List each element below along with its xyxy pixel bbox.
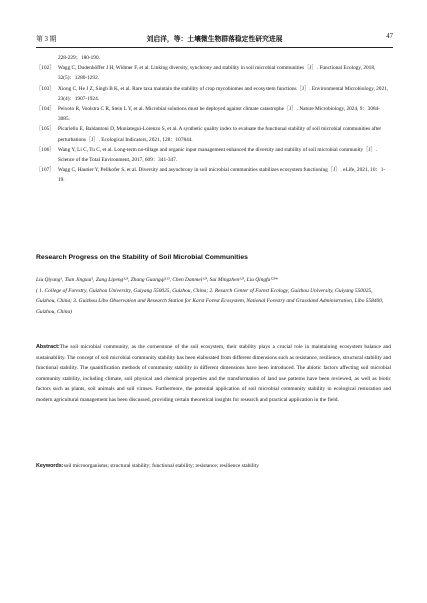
keywords-text: soil microorganisms; structural stability; functional stability; resistance; resilience stability bbox=[63, 463, 259, 469]
reference-number: ［102］ bbox=[36, 65, 55, 72]
reference-text: Peixoto R, Voolstra C R, Stein L Y, et al. Microbial solutions must be deployed against climate catastrophe［J］. Nature Microbiology, 2024, 9：3084-3085. bbox=[58, 106, 381, 123]
reference-number: ［106］ bbox=[36, 146, 55, 153]
header-rule bbox=[36, 47, 393, 48]
reference-number: ［105］ bbox=[36, 126, 55, 133]
reference-number: ［103］ bbox=[36, 85, 55, 92]
affiliations: ( 1. College of Forestry, Guizhou University, Guiyang 550025, Guizhou, China; 2. Resarch Center of Forest Ecology, Guizhou University, Guiyang 550025, Guizhou, China; 3. Guizhou Libo Observation and Research Station for Karst Forest Ecosystem, National Forestry and Grassland Administration, Libo 558400, Guizhou, China) bbox=[36, 287, 384, 315]
author-list: Liu Qiyang¹, Tian Jingxui¹, Zang Lipeng¹²³, Zhang Guangqi¹²³, Chen Danmei¹²³, Sui Mingzhen¹²³, Liu Qingfu¹²³* bbox=[36, 277, 278, 283]
keywords-label: Keywords: bbox=[36, 463, 64, 469]
reference-text: Wagg C, Hautier Y, Pellkofer S, et al. Diversity and asynchrony in soil microbial communities stabilizes ecosystem functioning［J］. eLife, 2021, 10：1-19. bbox=[58, 167, 386, 184]
reference-number: ［104］ bbox=[36, 106, 55, 113]
abstract bbox=[36, 342, 391, 405]
reference-text: Wang Y, Li C, Tu C, et al. Long-term no-tillage and organic input management enhanced the diversity and stability of soil microbial community［J］. Science of the Total Environment, 2017, 609：341-347. bbox=[58, 146, 378, 164]
reference-item bbox=[36, 145, 391, 165]
reference-text: Picariello E, Baldantoni D, Muniategui-Lorenzo S, et al. A synthetic quality index to evaluate the functional stability of soil microbial communities after perturbations［J］. Ecological Indicators, 2021, 128：107844. bbox=[58, 126, 382, 143]
english-title: Research Progress on the Stability of Soil Microbial Communities bbox=[36, 254, 248, 261]
page-number: 47 bbox=[386, 33, 393, 40]
reference-list bbox=[36, 53, 391, 186]
keywords bbox=[36, 461, 391, 472]
author-block bbox=[36, 275, 391, 317]
reference-item bbox=[36, 63, 391, 83]
reference-item bbox=[36, 165, 391, 185]
reference-text: Wagg C, Dudenhöffer J H, Widmer F, et al. Linking diversity, synchrony and stability in soil microbial communities［J］. Functional Ecology, 2018, 32(5)：1280-1292. bbox=[58, 65, 376, 82]
issue-label: 第 3 期 bbox=[36, 36, 57, 43]
abstract-label: Abstract: bbox=[36, 344, 60, 350]
page-header bbox=[36, 33, 393, 45]
reference-item bbox=[36, 84, 391, 104]
reference-text: 228-229；180-190. bbox=[58, 55, 100, 61]
reference-text: Xiong C, He J Z, Singh B K, et al. Rare taxa maintain the stability of crop mycobiomes and ecosystem functions［J］. Environmental Microbiology, 2021, 23(4)：1907-1924. bbox=[58, 85, 389, 102]
reference-item bbox=[36, 124, 391, 144]
reference-number: ［107］ bbox=[36, 167, 55, 174]
reference-item bbox=[36, 53, 391, 63]
abstract-text: The soil microbial community, as the cornerstone of the soil ecosystem, their stability plays a crucial role in maintaining ecosystem balance and sustainability. The concept of soil microbial community stability has been elaborated from different dimensions such as resistance, resilience, structural stability and functional stability. The quantification methods of community stability in different dimensions have been introduced. The abiotic factors affecting soil microbial community stability, including climate, soil physical and chemical properties and the transformation of land use patterns have been reviewed, as well as biotic factors such as plants, soil animals and soil viruses. Furthermore, the potential application of soil microbial community stability in ecological restoration and modern agricultural management has been discussed, providing certain theoretical insights for research and practical application in the field. bbox=[36, 344, 391, 403]
reference-item bbox=[36, 104, 391, 124]
running-title: 刘启洋，等：土壤微生物群落稳定性研究进展 bbox=[146, 36, 283, 43]
